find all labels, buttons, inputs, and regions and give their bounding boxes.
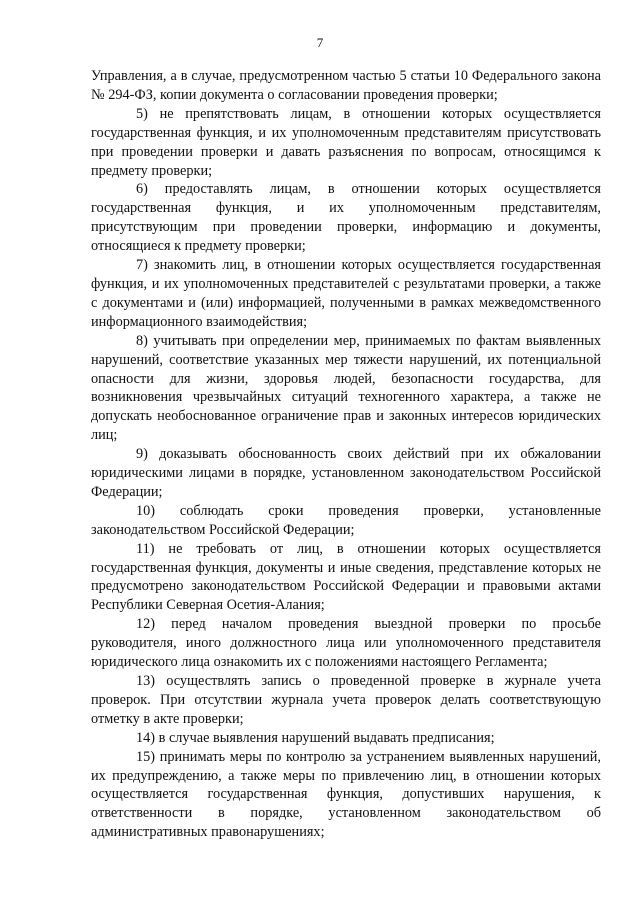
list-item-15: 15) принимать меры по контролю за устранением выявленных нарушений, их предупреждению, а также меры по привлечению лиц, в отношении которых осуществляется государственная функция, допустивших нарушения, к ответственности в порядке, установленном законодательством об административных правонарушениях; [91, 748, 601, 841]
list-item-14: 14) в случае выявления нарушений выдавать предписания; [136, 729, 495, 746]
list-item-11: 11) не требовать от лиц, в отношении которых осуществляется государственная функция, документы и иные сведения, представление которых не предусмотрено законодательством Российской Федерации и правовыми актами Республики Северная Осетия-Алания; [91, 540, 601, 614]
list-item-9: 9) доказывать обоснованность своих действий при их обжаловании юридическими лицами в порядке, установленном законодательством Российской Федерации; [91, 446, 601, 500]
list-item-12: 12) перед началом проведения выездной проверки по просьбе руководителя, иного должностного лица или уполномоченного представителя юридического лица ознакомить их с положениями настоящего Регламента; [91, 616, 601, 671]
list-item-6: 6) предоставлять лицам, в отношении которых осуществляется государственная функция, и их уполномоченным представителям, присутствующим при проведении проверки, информацию и документы, относящиеся к предмету проверки; [91, 181, 601, 255]
list-item-8: 8) учитывать при определении мер, принимаемых по фактам выявленных нарушений, соответствие указанных мер тяжести нарушений, их потенциальной опасности для жизни, здоровья людей, безопасности государства, для возникновения чрезвычайных ситуаций техногенного характера, а также не допускать необоснованное ограничение прав и законных интересов юридических лиц; [91, 332, 601, 444]
document-body [91, 67, 601, 842]
list-item-10: 10) соблюдать сроки проведения проверки, установленные законодательством Российской Федерации; [91, 502, 601, 538]
list-item-7: 7) знакомить лиц, в отношении которых осуществляется государственная функция, и их уполномоченных представителей с результатами проверки, а также с документами и (или) информацией, полученными в рамках межведомственного информационного взаимодействия; [91, 257, 601, 330]
page-number: 7 [316, 35, 324, 50]
list-item-5: 5) не препятствовать лицам, в отношении которых осуществляется государственная функция, и их уполномоченным представителям присутствовать при проведении проверки и давать разъяснения по вопросам, относящимся к предмету проверки; [91, 105, 601, 179]
paragraph-continuation: Управления, а в случае, предусмотренном частью 5 статьи 10 Федерального закона № 294-ФЗ, копии документа о согласовании проведения проверки; [91, 68, 601, 103]
list-item-13: 13) осуществлять запись о проведенной проверке в журнале учета проверок. При отсутствии журнала учета проверок делать соответствующую отметку в акте проверки; [91, 673, 601, 727]
